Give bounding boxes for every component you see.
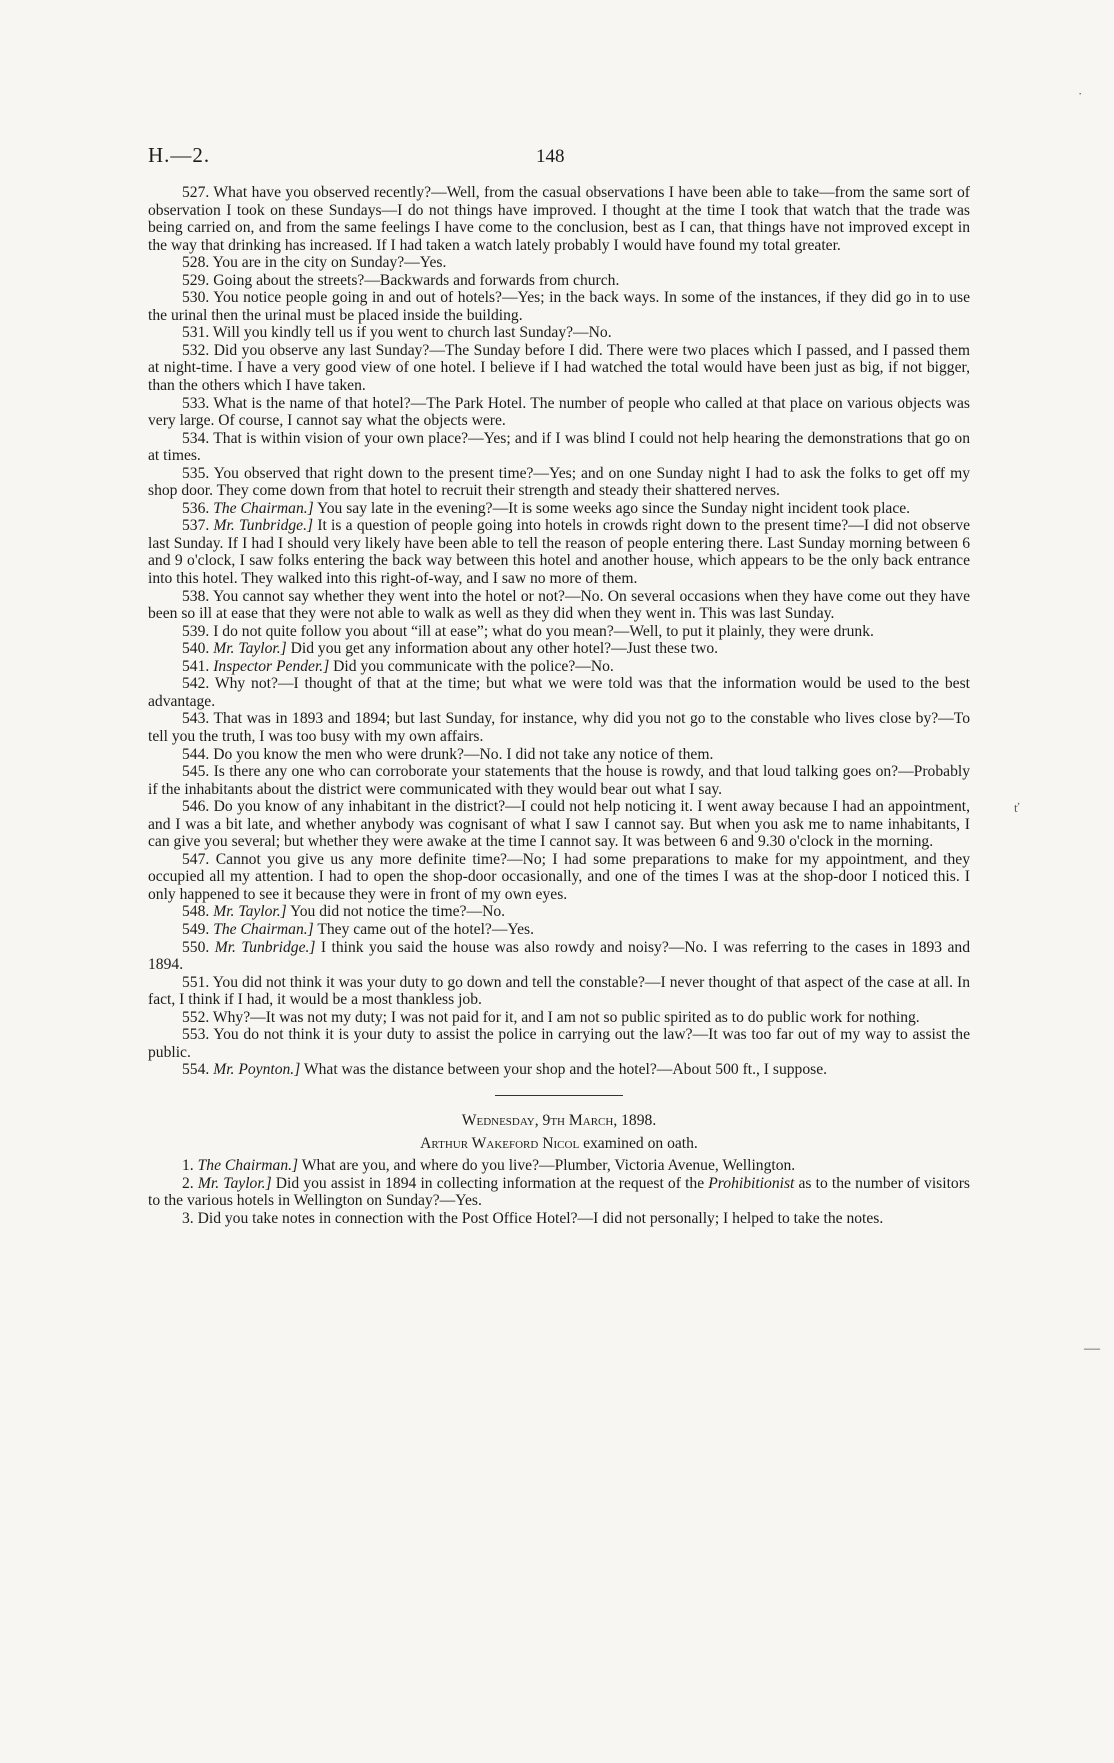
paragraph-text-tail: as to the number of visitors to the various hotels in Wellington on Sunday?—Yes. [148, 1174, 970, 1210]
question-paragraph [148, 675, 970, 710]
question-paragraph [148, 395, 970, 430]
question-paragraph [148, 272, 970, 290]
speaker-name: Mr. Taylor.] [213, 903, 287, 921]
paragraph-text: 544. Do you know the men who were drunk?—No. I did not take any notice of them. [182, 745, 714, 763]
paragraph-text: 533. What is the name of that hotel?—The Park Hotel. The number of people who called at that place on various objects was very large. Of course, I cannot say what the objects were. [148, 394, 970, 430]
question-paragraph [148, 1157, 970, 1175]
speaker-name: The Chairman.] [213, 920, 314, 938]
question-number: 2. [182, 1174, 194, 1192]
paragraph-text: 528. You are in the city on Sunday?—Yes. [182, 254, 447, 272]
paragraph-text: 527. What have you observed recently?—Well, from the casual observations I have been able to take—from the same sort of observation I took on these Sundays—I do not things have improved. I thought at the time I took that watch that the trade was being carried on, and from the same feelings I have come to the conclusion, best as I can, that things have not improved except in the way that drinking has increased. If I had taken a watch lately probably I would have found my total greater. [148, 184, 970, 254]
paragraph-text: You say late in the evening?—It is some weeks ago since the Sunday night incident took place. [317, 499, 911, 517]
question-paragraph [148, 921, 970, 939]
question-paragraph [148, 254, 970, 272]
question-paragraph [148, 517, 970, 587]
paragraph-text: 546. Do you know of any inhabitant in the district?—I could not help noticing it. I went away because I had an appointment, and I was a bit late, and whether anybody was cognisant of what I saw I cannot say. But when you ask me to name inhabitants, I can give you several; but whether they were awake at the time I cannot say. It was between 6 and 9.30 o'clock in the morning. [148, 798, 970, 851]
question-number: 550. [182, 938, 210, 956]
paragraph-text: Did you get any information about any other hotel?—Just these two. [290, 640, 719, 658]
paragraph-text: You did not notice the time?—No. [290, 903, 506, 921]
paragraph-text: They came out of the hotel?—Yes. [317, 920, 535, 938]
question-paragraph [148, 324, 970, 342]
question-paragraph [148, 465, 970, 500]
italic-term: Prohibitionist [708, 1174, 795, 1192]
document-body [148, 184, 970, 1227]
speaker-name: Mr. Poynton.] [213, 1061, 301, 1079]
speaker-name: Inspector Pender.] [213, 657, 330, 675]
question-number: 554. [182, 1061, 210, 1079]
question-paragraph [148, 658, 970, 676]
question-paragraph [148, 763, 970, 798]
paragraph-text: 552. Why?—It was not my duty; I was not paid for it, and I am not so public spirited as to do public work for nothing. [182, 1008, 920, 1026]
page-number: 148 [536, 146, 565, 167]
question-paragraph [148, 851, 970, 904]
paragraph-text: Did you assist in 1894 in collecting information at the request of the [275, 1174, 705, 1192]
witness-suffix: examined on oath. [579, 1135, 698, 1153]
paragraph-text: 539. I do not quite follow you about “ill at ease”; what do you mean?—Well, to put it plainly, they were drunk. [182, 622, 874, 640]
speaker-name: Mr. Taylor.] [197, 1174, 272, 1192]
session-date [148, 1112, 970, 1130]
question-number: 548. [182, 903, 210, 921]
speaker-name: Mr. Tunbridge.] [214, 938, 316, 956]
question-paragraph [148, 1009, 970, 1027]
question-paragraph [148, 588, 970, 623]
paragraph-text: 531. Will you kindly tell us if you went to church last Sunday?—No. [182, 324, 612, 342]
question-number: 1. [182, 1156, 194, 1174]
paragraph-text: 553. You do not think it is your duty to assist the police in carrying out the law?—It was too far out of my way to assist the public. [148, 1026, 970, 1061]
witness-name: Arthur Wakeford Nicol [420, 1135, 580, 1153]
paragraph-text: 532. Did you observe any last Sunday?—The Sunday before I did. There were two places which I passed, and I passed them at night-time. I have a very good view of one hotel. I believe if I had watched the total would have been just as big, if not bigger, than the others which I have taken. [148, 341, 970, 395]
question-paragraph [148, 640, 970, 658]
question-paragraph [148, 500, 970, 518]
question-number: 537. [182, 517, 210, 535]
speaker-name: The Chairman.] [213, 499, 314, 517]
paragraph-text: What was the distance between your shop and the hotel?—About 500 ft., I suppose. [303, 1061, 828, 1079]
question-number: 536. [182, 499, 210, 517]
speaker-name: Mr. Tunbridge.] [213, 517, 314, 535]
question-paragraph [148, 184, 970, 254]
question-paragraph [148, 974, 970, 1009]
question-paragraph [148, 903, 970, 921]
question-number: 541. [182, 657, 210, 675]
margin-mark: — [1084, 1340, 1100, 1357]
paragraph-text: 545. Is there any one who can corroborate your statements that the house is rowdy, and that loud talking goes on?—Probably if the inhabitants about the district were communicated with they would bear out what I say. [148, 763, 970, 798]
witness-heading [148, 1135, 970, 1153]
session-date-text: Wednesday, 9th March, 1898. [461, 1111, 657, 1129]
question-paragraph [148, 939, 970, 974]
paragraph-text: 3. Did you take notes in connection with the Post Office Hotel?—I did not personally; I helped to take the notes. [182, 1209, 884, 1227]
speaker-name: The Chairman.] [197, 1156, 299, 1174]
speaker-name: Mr. Taylor.] [213, 640, 287, 658]
question-paragraph [148, 1210, 970, 1228]
paragraph-text: 534. That is within vision of your own place?—Yes; and if I was blind I could not help hearing the demonstrations that go on at times. [148, 429, 970, 465]
paragraph-text: It is a question of people going into hotels in crowds right down to the present time?—I did not observe last Sunday. If I had I should very likely have been able to tell the reason of people entering there. Last Sunday morning between 6 and 9 o'clock, I saw folks entering the back way between this hotel and another house, which appears to be the only back entrance into this hotel. They walked into this right-of-way, and I saw no more of them. [148, 517, 971, 588]
paragraph-text: I think you said the house was also rowdy and noisy?—No. I was referring to the cases in 1893 and 1894. [148, 938, 970, 974]
question-paragraph [148, 746, 970, 764]
paragraph-text: 543. That was in 1893 and 1894; but last Sunday, for instance, why did you not go to the constable who lives close by?—To tell you the truth, I was too busy with my own affairs. [148, 710, 970, 745]
question-number: 549. [182, 920, 210, 938]
question-paragraph [148, 710, 970, 745]
section-divider [495, 1095, 623, 1096]
paragraph-text: 538. You cannot say whether they went into the hotel or not?—No. On several occasions when they have come out they have been so ill at ease that they were not able to walk as well as they did when they went in. This was last Sunday. [148, 587, 970, 623]
question-paragraph [148, 289, 970, 324]
paragraph-text: Did you communicate with the police?—No. [333, 657, 614, 675]
paragraph-text: 530. You notice people going in and out of hotels?—Yes; in the back ways. In some of the instances, if they did go in to use the urinal then the urinal must be placed inside the building. [148, 289, 970, 324]
evidence-section-2 [148, 1157, 970, 1227]
document-reference: H.—2. [148, 143, 211, 167]
question-paragraph [148, 623, 970, 641]
margin-mark: ť [1014, 800, 1020, 815]
paragraph-text: 529. Going about the streets?—Backwards and forwards from church. [182, 271, 620, 289]
question-number: 540. [182, 640, 210, 658]
question-paragraph [148, 1175, 970, 1210]
paragraph-text: What are you, and where do you live?—Plumber, Victoria Avenue, Wellington. [301, 1156, 796, 1174]
paragraph-text: 542. Why not?—I thought of that at the time; but what we were told was that the information would be used to the best advantage. [148, 675, 970, 710]
question-paragraph [148, 342, 970, 395]
margin-mark: · [1078, 86, 1083, 101]
question-paragraph [148, 1061, 970, 1079]
paragraph-text: 551. You did not think it was your duty to go down and tell the constable?—I never thought of that aspect of the case at all. In fact, I think if I had, it would be a most thankless job. [148, 973, 970, 1009]
paragraph-text: 535. You observed that right down to the present time?—Yes; and on one Sunday night I had to ask the folks to get off my shop door. They come down from that hotel to recruit their strength and steady their shattered nerves. [148, 464, 970, 500]
evidence-section [148, 184, 970, 1079]
question-paragraph [148, 1026, 970, 1061]
paragraph-text: 547. Cannot you give us any more definite time?—No; I had some preparations to make for my appointment, and they occupied all my attention. I had to open the shop-door occasionally, and one of the times I was at the shop-door I noticed this. I only happened to see it because they were in front of my own eyes. [148, 850, 970, 903]
question-paragraph [148, 430, 970, 465]
question-paragraph [148, 798, 970, 851]
